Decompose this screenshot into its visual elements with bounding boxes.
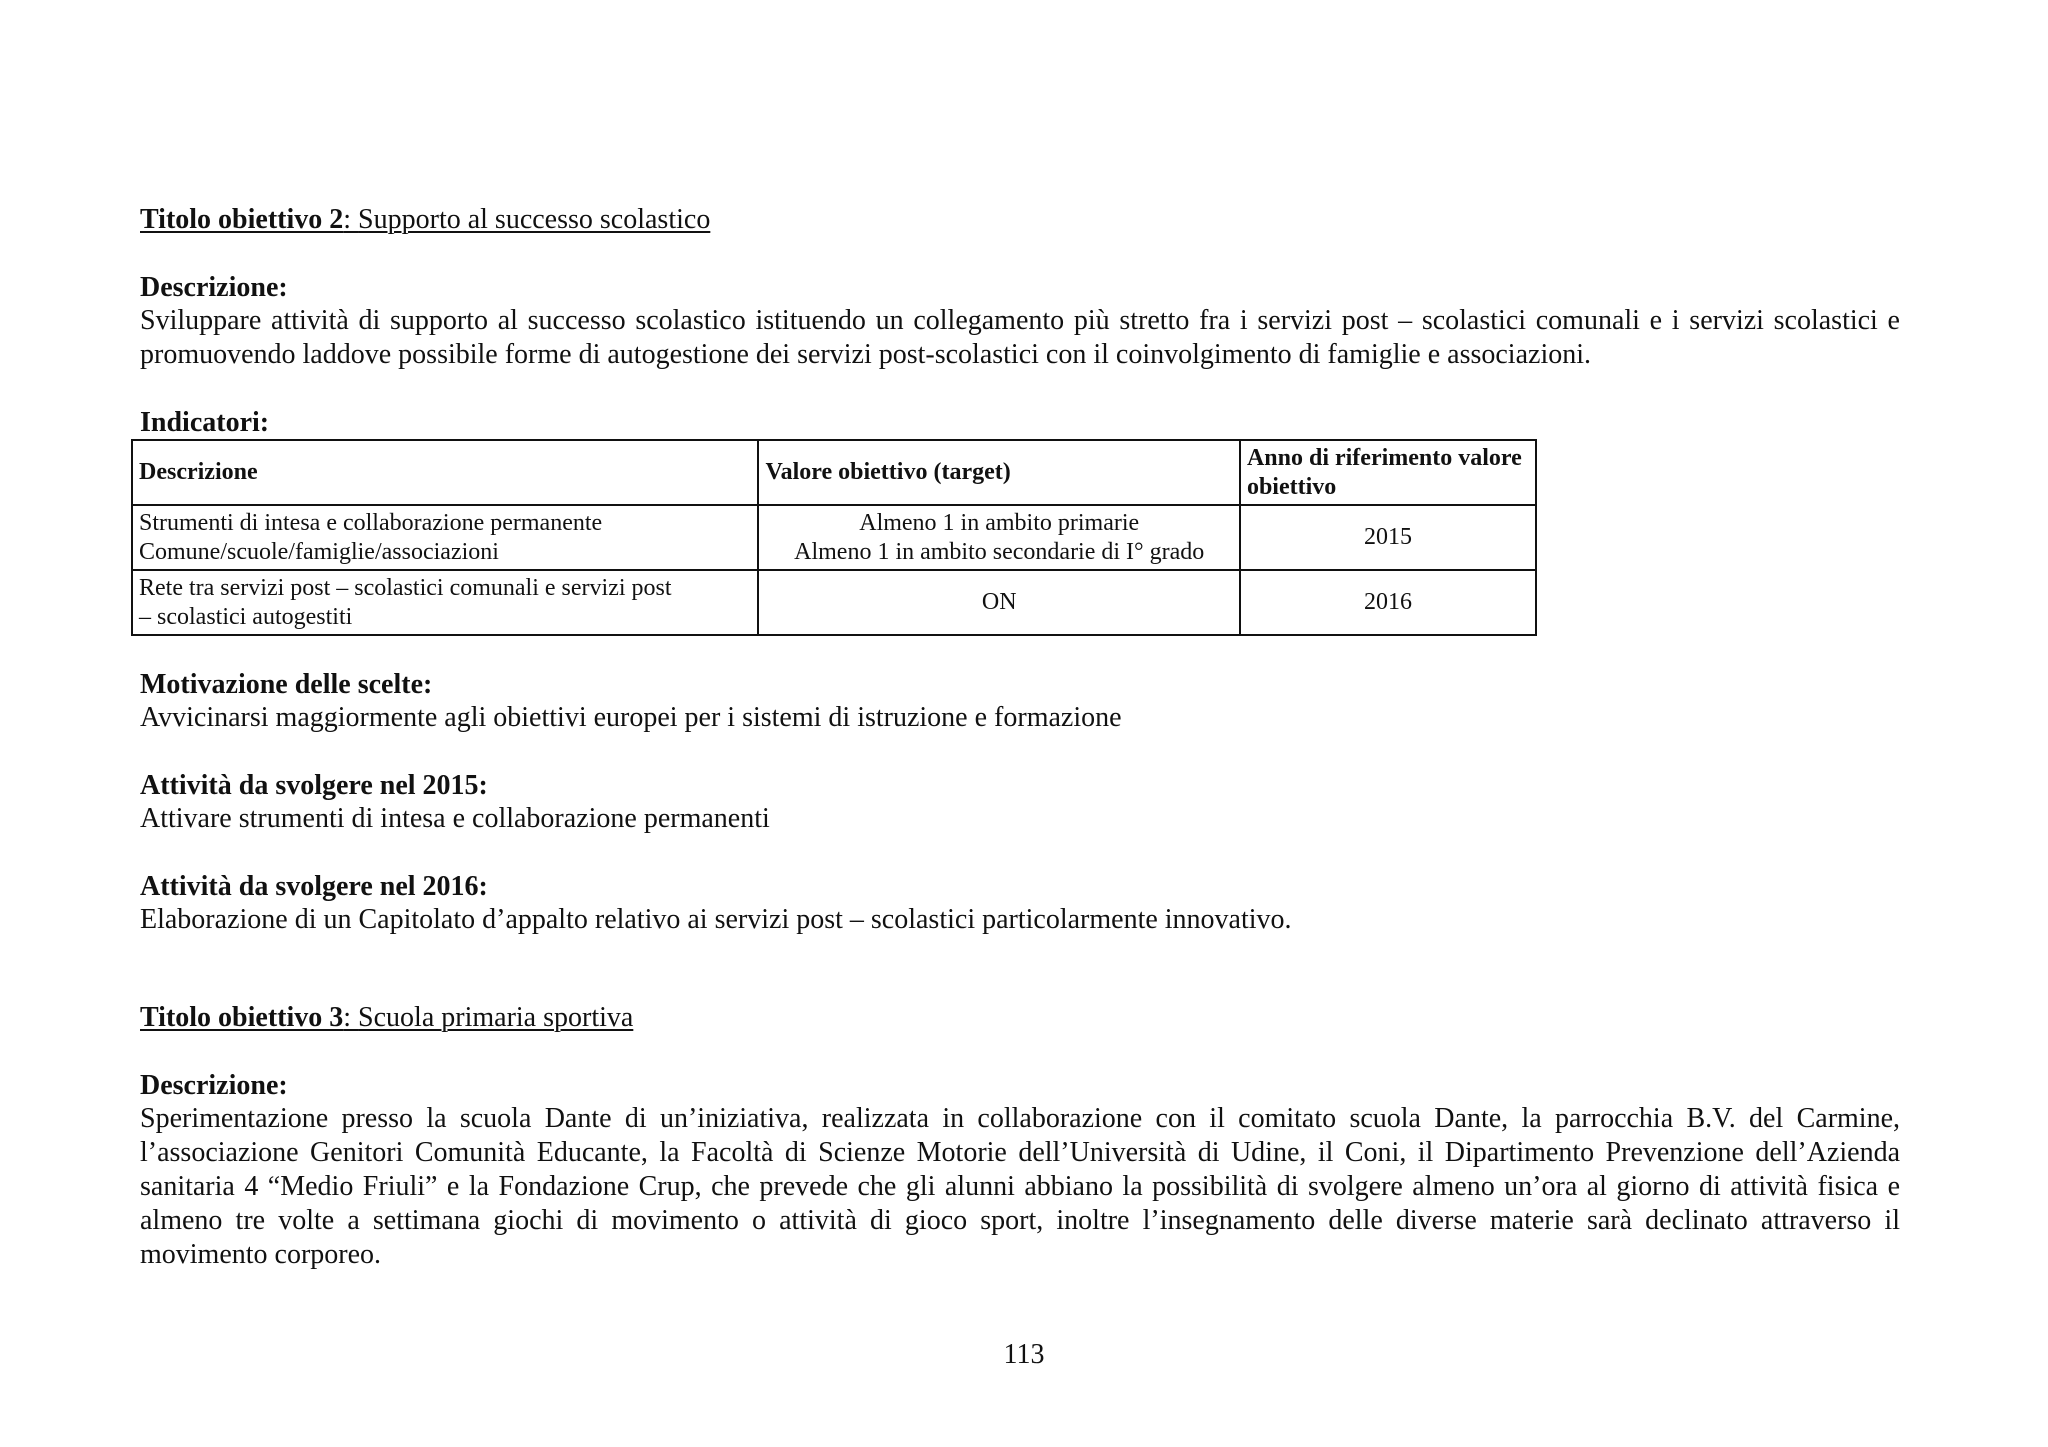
motivazione-label: Motivazione delle scelte: bbox=[140, 669, 433, 700]
objective-2-title-separator: : bbox=[343, 204, 359, 235]
indicators-label: Indicatori: bbox=[140, 407, 270, 438]
indicators-table bbox=[131, 439, 1537, 636]
objective-3-title-text: Scuola primaria sportiva bbox=[358, 1002, 634, 1033]
objective-3-title bbox=[140, 1001, 1900, 1035]
table-row bbox=[132, 570, 1536, 635]
objective-2-title-label: Titolo obiettivo 2 bbox=[140, 204, 344, 235]
header-anno-riferimento: Anno di riferimento valore obiettivo bbox=[1240, 440, 1536, 505]
row-2-anno: 2016 bbox=[1240, 570, 1536, 635]
objective-3-title-label: Titolo obiettivo 3 bbox=[140, 1002, 344, 1033]
row-2-valore: ON bbox=[758, 570, 1239, 635]
page-number: 113 bbox=[1003, 1339, 1045, 1370]
row-1-valore-line-2: Almeno 1 in ambito secondarie di I° grado bbox=[794, 538, 1205, 565]
row-2-descrizione-line-1: Rete tra servizi post – scolastici comunali e servizi post bbox=[139, 574, 672, 601]
row-1-descrizione-line-2: Comune/scuole/famiglie/associazioni bbox=[139, 538, 499, 565]
objective-2-description-text: Sviluppare attività di supporto al successo scolastico istituendo un collegamento più stretto fra i servizi post – scolastici comunali e i servizi scolastici e promuovendo laddove possibile forme di autogestione dei servizi post-scolastici con il coinvolgimento di famiglie e associazioni. bbox=[140, 305, 1900, 370]
table-row bbox=[132, 505, 1536, 570]
row-1-descrizione-line-1: Strumenti di intesa e collaborazione permanente bbox=[139, 509, 603, 536]
objective-2-title bbox=[140, 203, 1900, 237]
attivita-2016-label: Attività da svolgere nel 2016: bbox=[140, 871, 488, 902]
attivita-2015-text: Attivare strumenti di intesa e collaborazione permanenti bbox=[140, 803, 770, 834]
row-2-descrizione-line-2: – scolastici autogestiti bbox=[139, 603, 353, 630]
row-1-descrizione bbox=[132, 505, 758, 570]
page-content bbox=[140, 203, 1900, 1272]
attivita-2016-text: Elaborazione di un Capitolato d’appalto relativo ai servizi post – scolastici particolarmente innovativo. bbox=[140, 904, 1292, 935]
attivita-2015-label: Attività da svolgere nel 2015: bbox=[140, 770, 488, 801]
motivazione-text: Avvicinarsi maggiormente agli obiettivi europei per i sistemi di istruzione e formazione bbox=[140, 702, 1122, 733]
objective-3-title-separator: : bbox=[343, 1002, 359, 1033]
header-descrizione: Descrizione bbox=[132, 440, 758, 505]
row-1-anno: 2015 bbox=[1240, 505, 1536, 570]
indicators-header-row bbox=[132, 440, 1536, 505]
row-1-valore-line-1: Almeno 1 in ambito primarie bbox=[859, 509, 1140, 536]
row-1-valore bbox=[758, 505, 1239, 570]
objective-3-description-label: Descrizione: bbox=[140, 1070, 288, 1101]
objective-2-description-label: Descrizione: bbox=[140, 272, 288, 303]
header-valore-obiettivo: Valore obiettivo (target) bbox=[758, 440, 1239, 505]
objective-2-title-text: Supporto al successo scolastico bbox=[358, 204, 711, 235]
objective-3-description-text: Sperimentazione presso la scuola Dante di un’iniziativa, realizzata in collaborazione con il comitato scuola Dante, la parrocchia B.V. del Carmine, l’associazione Genitori Comunità Educante, la Facoltà di Scienze Motorie dell’Università di Udine, il Coni, il Dipartimento Prevenzione dell’Azienda sanitaria 4 “Medio Friuli” e la Fondazione Crup, che prevede che gli alunni abbiano la possibilità di svolgere almeno un’ora al giorno di attività fisica e almeno tre volte a settimana giochi di movimento o attività di gioco sport, inoltre l’insegnamento delle diverse materie sarà declinato attraverso il movimento corporeo. bbox=[140, 1103, 1900, 1270]
row-2-descrizione bbox=[132, 570, 758, 635]
